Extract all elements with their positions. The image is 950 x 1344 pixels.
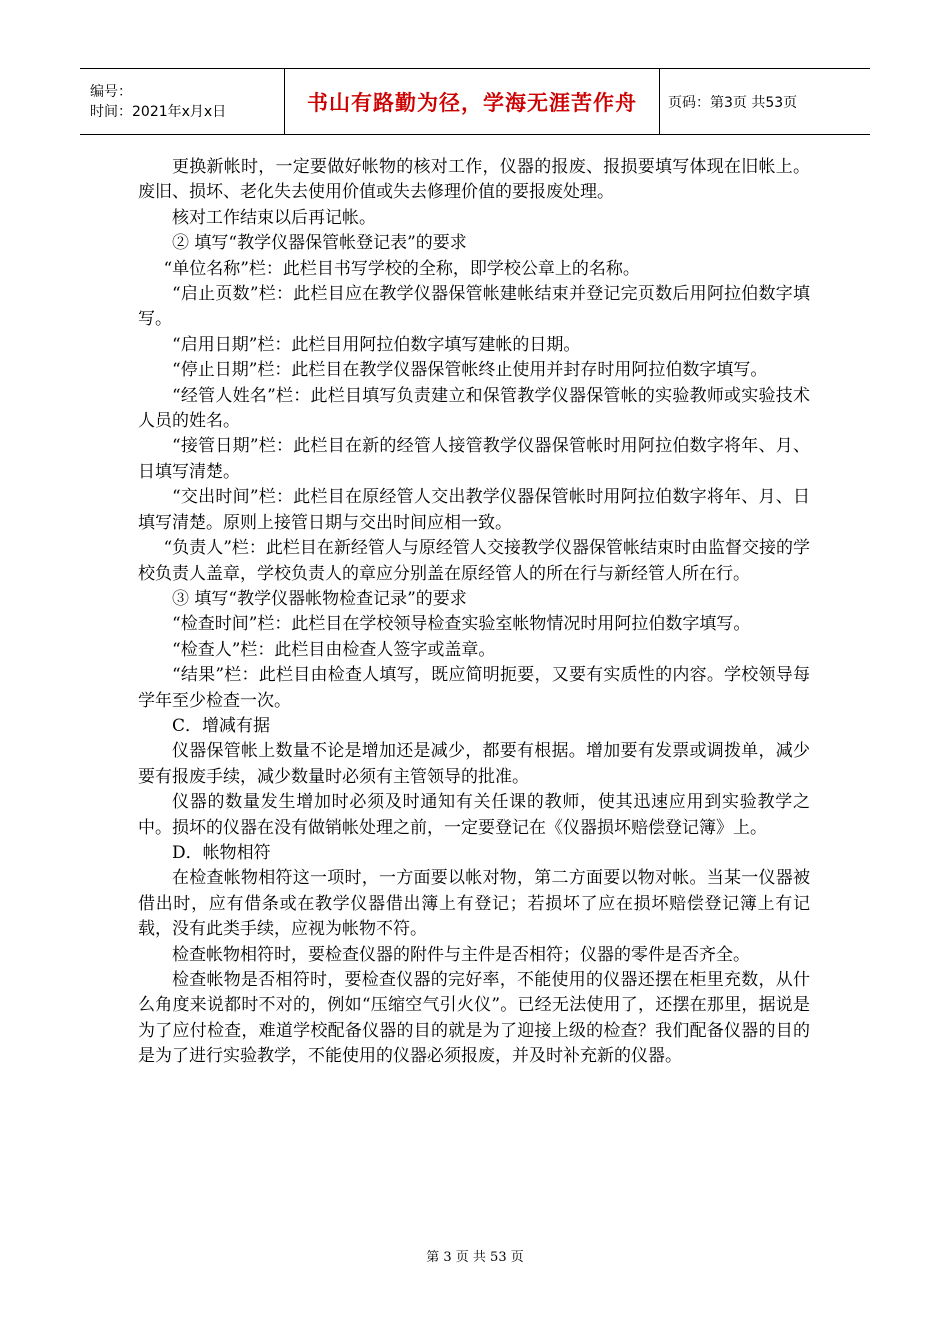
body-paragraph: “检查人”栏：此栏目由检查人签字或盖章。 — [172, 639, 496, 660]
body-paragraph: “停止日期”栏：此栏目在教学仪器保管帐终止使用并封存时用阿拉伯数字填写。 — [172, 360, 768, 381]
page-header — [80, 68, 870, 135]
body-paragraph: ③ 填写“教学仪器帐物检查记录”的要求 — [172, 588, 467, 609]
header-meta-cell — [80, 69, 285, 135]
body-paragraph: “结果”栏：此栏目由检查人填写，既应简明扼要，又要有实质性的内容。学校领导每学年至少检查一次。 — [138, 665, 810, 711]
document-number-label: 编号： — [90, 83, 132, 100]
body-paragraph: C．增减有据 — [172, 715, 271, 736]
body-paragraph: “启用日期”栏：此栏目用阿拉伯数字填写建帐的日期。 — [172, 334, 581, 355]
body-paragraph: 在检查帐物相符这一项时，一方面要以帐对物，第二方面要以物对帐。当某一仪器被借出时，应有借条或在教学仪器借出簿上有登记；若损坏了应在损坏赔偿登记簿上有记载，没有此类手续，应视为帐物不符。 — [138, 868, 810, 940]
document-date-label: 时间：2021年x月x日 — [90, 103, 227, 120]
header-page-cell — [660, 69, 871, 135]
body-paragraph: “检查时间”栏：此栏目在学校领导检查实验室帐物情况时用阿拉伯数字填写。 — [172, 614, 751, 635]
body-paragraph: “启止页数”栏：此栏目应在教学仪器保管帐建帐结束并登记完页数后用阿拉伯数字填写。 — [138, 284, 810, 330]
body-paragraph: “单位名称”栏：此栏目书写学校的全称，即学校公章上的名称。 — [163, 258, 640, 279]
body-paragraph: 检查帐物相符时，要检查仪器的附件与主件是否相符；仪器的零件是否齐全。 — [172, 944, 750, 965]
page-footer: 第 3 页 共 53 页 — [426, 1250, 524, 1265]
body-paragraph: ② 填写“教学仪器保管帐登记表”的要求 — [172, 233, 467, 254]
header-motto: 书山有路勤为径，学海无涯苦作舟 — [307, 90, 637, 115]
body-paragraph: “交出时间”栏：此栏目在原经管人交出教学仪器保管帐时用阿拉伯数字将年、月、日填写清楚。原则上接管日期与交出时间应相一致。 — [138, 487, 810, 533]
body-paragraph: “负责人”栏：此栏目在新经管人与原经管人交接教学仪器保管帐结束时由监督交接的学校负责人盖章，学校负责人的章应分别盖在原经管人的所在行与新经管人所在行。 — [138, 538, 810, 584]
body-paragraph: “接管日期”栏：此栏目在新的经管人接管教学仪器保管帐时用阿拉伯数字将年、月、日填写清楚。 — [138, 436, 810, 482]
body-paragraph: 更换新帐时，一定要做好帐物的核对工作，仪器的报废、报损要填写体现在旧帐上。废旧、损坏、老化失去使用价值或失去修理价值的要报废处理。 — [138, 157, 810, 203]
header-motto-cell — [285, 69, 660, 135]
body-paragraph: “经管人姓名”栏：此栏目填写负责建立和保管教学仪器保管帐的实验教师或实验技术人员的姓名。 — [138, 385, 810, 432]
body-paragraph: 核对工作结束以后再记帐。 — [172, 207, 376, 228]
body-paragraph: 仪器的数量发生增加时必须及时通知有关任课的教师，使其迅速应用到实验教学之中。损坏的仪器在没有做销帐处理之前，一定要登记在《仪器损坏赔偿登记簿》上。 — [138, 792, 810, 838]
body-paragraph: D．帐物相符 — [172, 842, 271, 863]
document-body — [138, 155, 810, 1070]
header-page-info: 页码：第3页 共53页 — [668, 94, 798, 111]
body-paragraph: 检查帐物是否相符时，要检查仪器的完好率，不能使用的仪器还摆在柜里充数，从什么角度来说都时不对的，例如“压缩空气引火仪”。已经无法使用了，还摆在那里，据说是为了应付检查，难道学校配备仪器的目的就是为了迎接上级的检查？我们配备仪器的目的是为了进行实验教学，不能使用的仪器必须报废，并及时补充新的仪器。 — [138, 970, 810, 1067]
body-paragraph: 仪器保管帐上数量不论是增加还是减少，都要有根据。增加要有发票或调拨单，减少要有报废手续，减少数量时必须有主管领导的批准。 — [138, 741, 810, 787]
